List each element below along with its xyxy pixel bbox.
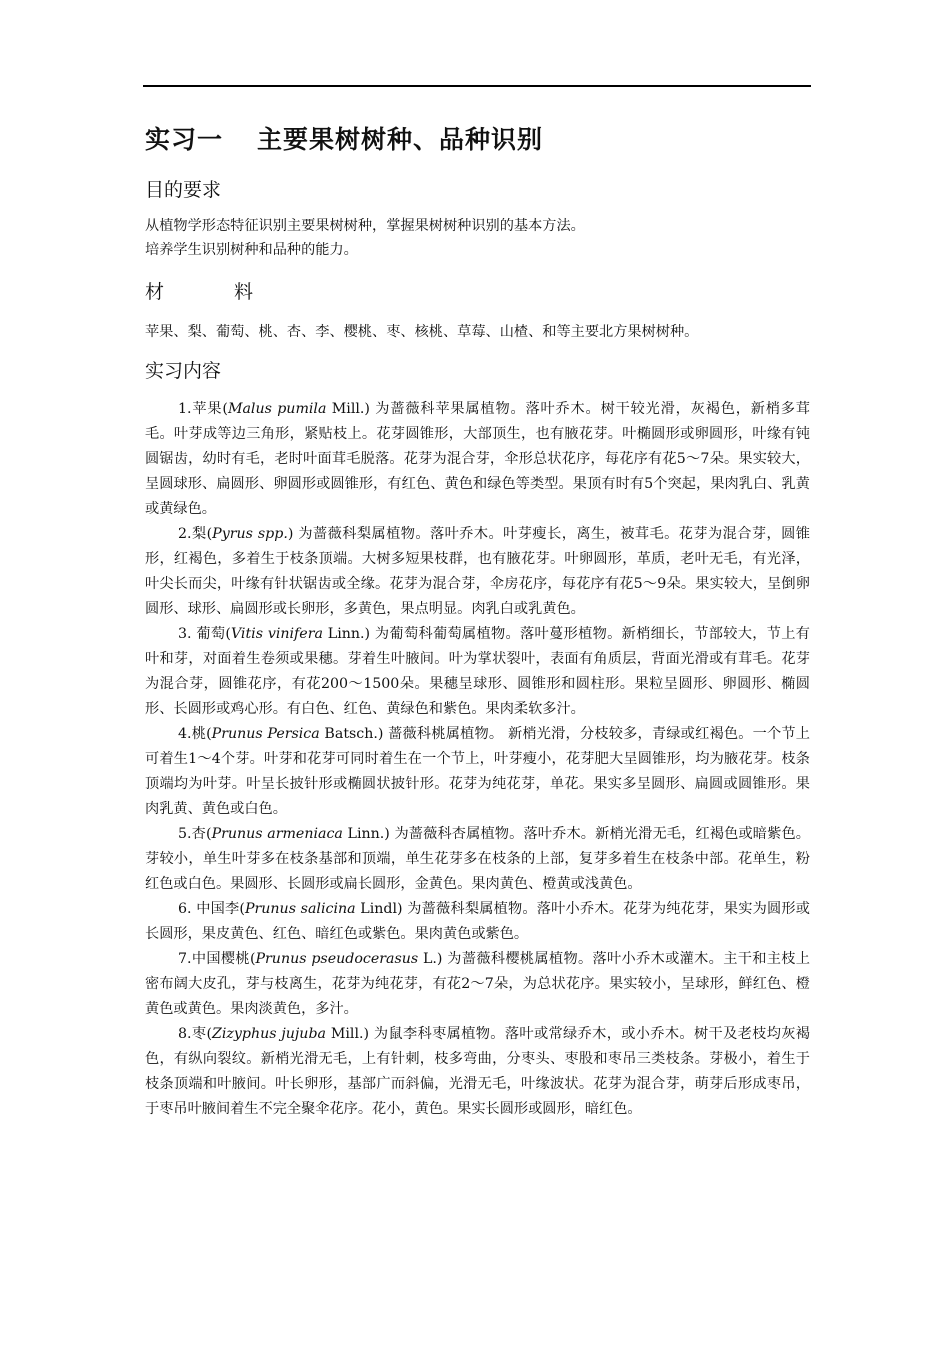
latin-name: Prunus armeniaca: [211, 826, 343, 842]
item-prefix: 2.梨(: [178, 526, 213, 542]
list-item: [145, 1022, 810, 1122]
content-list: [145, 397, 810, 1122]
item-description: 为鼠李科枣属植物。落叶或常绿乔木，或小乔木。树干及老枝均灰褐色，有纵向裂纹。新梢光滑无毛，上有针刺，枝多弯曲，分枣头、枣股和枣吊三类枝条。芽极小，着生于枝条顶端和叶腋间。叶长卵形，基部广而斜偏，光滑无毛，叶缘波状。花芽为混合芽，萌芽后形成枣吊，于枣吊叶腋间着生不完全聚伞花序。花小，黄色。果实长圆形或圆形，暗红色。: [145, 1026, 810, 1117]
list-item: [145, 947, 810, 1022]
item-description: 为葡萄科葡萄属植物。落叶蔓形植物。新梢细长，节部较大，节上有叶和芽，对面着生卷须或果穗。芽着生叶腋间。叶为掌状裂叶，表面有角质层，背面光滑或有茸毛。花芽为混合芽，圆锥花序，有花200～1500朵。果穗呈球形、圆锥形和圆柱形。果粒呈圆形、卵圆形、椭圆形、长圆形或鸡心形。有白色、红色、黄绿色和紫色。果肉柔软多汁。: [145, 626, 810, 717]
list-item: [145, 522, 810, 622]
materials-heading: 材 料: [145, 281, 286, 303]
item-description: 为蔷薇科杏属植物。落叶乔木。新梢光滑无毛，红褐色或暗紫色。芽较小，单生叶芽多在枝条基部和顶端，单生花芽多在枝条的上部，复芽多着生在枝条中部。花单生，粉红色或白色。果圆形、长圆形或扁长圆形，金黄色。果肉黄色、橙黄或浅黄色。: [145, 826, 810, 892]
item-authority: Lindl): [355, 901, 403, 917]
document-body: [145, 118, 810, 1122]
latin-name: Zizyphus jujuba: [211, 1026, 326, 1042]
item-authority: ): [287, 526, 294, 542]
latin-name: Vitis vinifera: [230, 626, 323, 642]
item-authority: Linn.): [342, 826, 390, 842]
item-authority: Batsch.): [319, 726, 384, 742]
item-prefix: 4.桃(: [178, 726, 212, 742]
list-item: [145, 397, 810, 522]
item-description: 为蔷薇科樱桃属植物。落叶小乔木或灌木。主干和主枝上密布阔大皮孔，芽与枝离生，花芽为纯花芽，有花2～7朵，为总状花序。果实较小，呈球形，鲜红色、橙黄色或黄色。果肉淡黄色，多汁。: [145, 951, 810, 1017]
content-heading: 实习内容: [145, 360, 222, 382]
list-item: [145, 897, 810, 947]
title-number: 实习一: [145, 125, 224, 154]
page-title: [145, 118, 810, 162]
item-prefix: 7.中国樱桃(: [178, 951, 256, 967]
latin-name: Pyrus spp.: [212, 526, 288, 542]
list-item: [145, 722, 810, 822]
item-authority: Linn.): [322, 626, 371, 642]
list-item: [145, 822, 810, 897]
item-description: 蔷薇科桃属植物。 新梢光滑，分枝较多，青绿或红褐色。一个节上可着生1～4个芽。叶芽和花芽可同时着生在一个节上，叶芽瘦小，花芽肥大呈圆锥形，均为腋花芽。枝条顶端均为叶芽。叶呈长披针形或椭圆状披针形。花芽为纯花芽，单花。果实多呈圆形、扁圆或圆锥形。果肉乳黄、黄色或白色。: [145, 726, 810, 817]
latin-name: Prunus pseudocerasus: [255, 951, 419, 967]
materials-text: 苹果、梨、葡萄、桃、杏、李、樱桃、枣、核桃、草莓、山楂、和等主要北方果树树种。: [145, 324, 699, 340]
item-authority: Mill.): [326, 1026, 370, 1042]
item-prefix: 5.杏(: [178, 826, 212, 842]
purpose-heading: 目的要求: [145, 179, 222, 201]
item-description: 为蔷薇科梨属植物。落叶小乔木。花芽为纯花芽，果实为圆形或长圆形，果皮黄色、红色、暗红色或紫色。果肉黄色或紫色。: [145, 901, 810, 942]
title-text: 主要果树树种、品种识别: [257, 125, 544, 154]
item-prefix: 3. 葡萄(: [178, 626, 231, 642]
item-prefix: 6. 中国李(: [178, 901, 245, 917]
item-prefix: 8.枣(: [178, 1026, 212, 1042]
purpose-section: [145, 214, 810, 262]
item-description: 为蔷薇科梨属植物。落叶乔木。叶芽瘦长，离生，被茸毛。花芽为混合芽，圆锥形，红褐色，多着生于枝条顶端。大树多短果枝群，也有腋花芽。叶卵圆形，革质，老叶无毛，有光泽，叶尖长而尖，叶缘有针状锯齿或全缘。花芽为混合芽，伞房花序，每花序有花5～9朵。果实较大，呈倒卵圆形、球形、扁圆形或长卵形，多黄色，果点明显。肉乳白或乳黄色。: [145, 526, 810, 617]
latin-name: Malus pumila: [227, 401, 327, 417]
latin-name: Prunus salicina: [244, 901, 356, 917]
header-rule: [143, 85, 811, 87]
purpose-line: 从植物学形态特征识别主要果树树种，掌握果树树种识别的基本方法。: [145, 218, 585, 234]
item-authority: Mill.): [326, 401, 370, 417]
item-authority: L.): [418, 951, 443, 967]
item-description: 为蔷薇科苹果属植物。落叶乔木。树干较光滑，灰褐色，新梢多茸毛。叶芽成等边三角形，紧贴枝上。花芽圆锥形，大部顶生，也有腋花芽。叶椭圆形或卵圆形，叶缘有钝圆锯齿，幼时有毛，老时叶面茸毛脱落。花芽为混合芽，伞形总状花序，每花序有花5～7朵。果实较大，呈圆球形、扁圆形、卵圆形或圆锥形，有红色、黄色和绿色等类型。果顶有时有5个突起，果肉乳白、乳黄或黄绿色。: [145, 401, 810, 517]
item-prefix: 1.苹果(: [178, 401, 228, 417]
list-item: [145, 622, 810, 722]
latin-name: Prunus Persica: [211, 726, 320, 742]
purpose-line: 培养学生识别树种和品种的能力。: [145, 242, 358, 258]
